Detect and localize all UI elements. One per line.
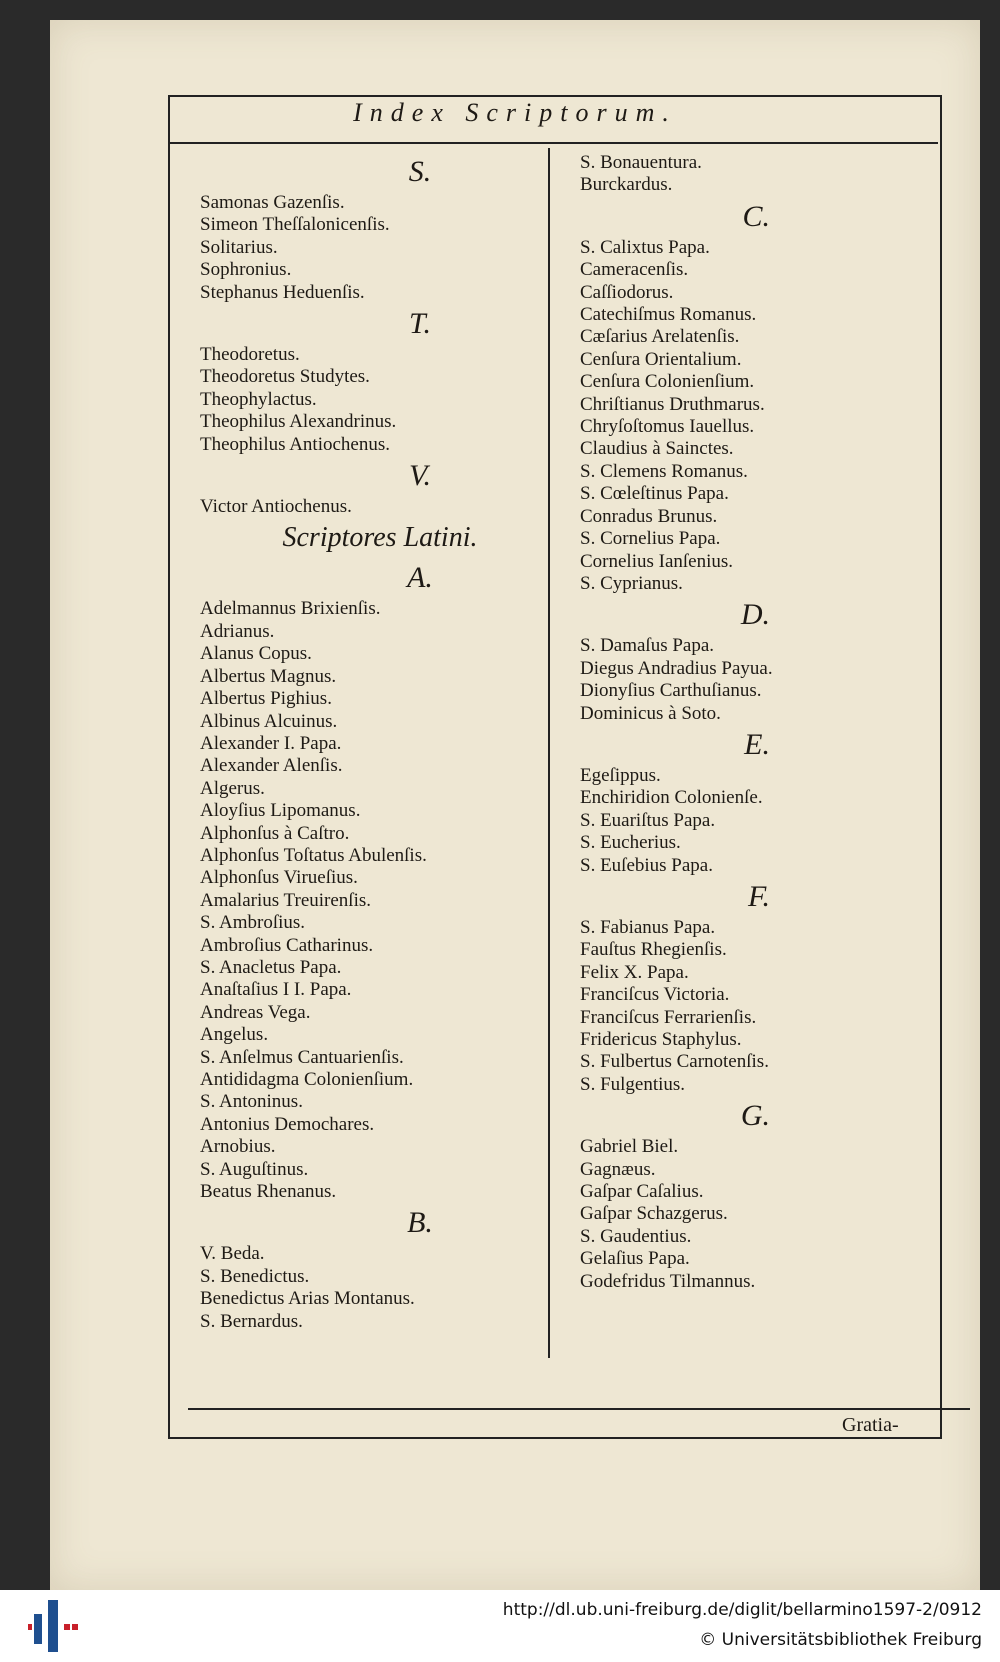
index-letter-heading: D. bbox=[740, 598, 770, 632]
index-entry: Beatus Rhenanus. bbox=[200, 1181, 337, 1203]
index-entry: Chryſoſtomus Iauellus. bbox=[580, 416, 755, 438]
index-entry: V. Beda. bbox=[200, 1243, 265, 1265]
index-entry: Victor Antiochenus. bbox=[200, 496, 352, 518]
index-entry: Samonas Gazenſis. bbox=[200, 192, 345, 213]
footer-url[interactable]: http://dl.ub.uni-freiburg.de/diglit/bellarmino1597-2/0912 bbox=[502, 1600, 982, 1620]
index-entry: Adrianus. bbox=[200, 620, 275, 642]
index-entry: Diegus Andradius Payua. bbox=[580, 657, 773, 679]
index-entry: Andreas Vega. bbox=[200, 1001, 311, 1023]
index-entry: Caſſiodorus. bbox=[580, 281, 674, 303]
index-entry: S. Bonauentura. bbox=[580, 152, 702, 173]
index-entry: Ambroſius Catharinus. bbox=[200, 934, 374, 956]
index-letter-heading: G. bbox=[740, 1099, 770, 1133]
index-entry: Theodoretus. bbox=[200, 344, 300, 366]
index-entry: Egeſippus. bbox=[580, 764, 661, 786]
index-entry: Godefridus Tilmannus. bbox=[580, 1270, 756, 1292]
catchword: Gratia- bbox=[842, 1414, 899, 1436]
index-entry: S. Fabianus Papa. bbox=[580, 916, 716, 938]
index-entry: Algerus. bbox=[200, 777, 265, 799]
index-entry: Gagnæus. bbox=[580, 1158, 656, 1180]
index-letter-heading: A. bbox=[407, 561, 433, 595]
index-entry: Cenſura Orientalium. bbox=[580, 348, 742, 370]
right-column bbox=[560, 152, 930, 1293]
index-letter-heading: S. bbox=[408, 155, 432, 188]
index-entry: S. Fulbertus Carnotenſis. bbox=[580, 1051, 769, 1073]
index-entry: Alexander Alenſis. bbox=[200, 755, 343, 777]
index-entry: Antididagma Colonienſium. bbox=[200, 1069, 414, 1090]
index-entry: S. Eucherius. bbox=[580, 832, 681, 854]
index-letter-heading: F. bbox=[748, 879, 770, 913]
footer-copyright: © Universitätsbibliothek Freiburg bbox=[699, 1630, 982, 1650]
index-entry: S. Clemens Romanus. bbox=[580, 460, 748, 482]
index-entry: Albertus Magnus. bbox=[200, 665, 337, 687]
index-entry: Gabriel Biel. bbox=[580, 1136, 679, 1158]
column-divider bbox=[548, 148, 550, 1358]
index-entry: Theodoretus Studytes. bbox=[200, 366, 370, 388]
index-entry: Amalarius Treuirenſis. bbox=[200, 889, 371, 911]
index-entry: Theophylactus. bbox=[200, 388, 317, 410]
index-entry: S. Benedictus. bbox=[200, 1265, 310, 1287]
index-entry: Alphonſus Virueſius. bbox=[200, 867, 358, 889]
index-entry: S. Calixtus Papa. bbox=[580, 236, 710, 258]
index-entry: Alexander I. Papa. bbox=[200, 732, 342, 754]
section-heading: Scriptores Latini. bbox=[282, 522, 478, 554]
index-entry: S. Euſebius Papa. bbox=[580, 854, 713, 876]
index-entry: Claudius à Sainctes. bbox=[580, 438, 734, 460]
index-entry: S. Anſelmus Cantuarienſis. bbox=[200, 1046, 404, 1068]
index-entry: Theophilus Alexandrinus. bbox=[200, 411, 397, 433]
index-entry: S. Bernardus. bbox=[200, 1310, 303, 1332]
bottom-rule bbox=[188, 1408, 970, 1410]
index-entry: Catechiſmus Romanus. bbox=[580, 304, 757, 326]
book-page bbox=[50, 20, 980, 1590]
index-entry: S. Gaudentius. bbox=[580, 1225, 692, 1247]
index-entry: Stephanus Heduenſis. bbox=[200, 281, 365, 303]
index-entry: Fauſtus Rhegienſis. bbox=[580, 939, 727, 961]
index-entry: Franciſcus Victoria. bbox=[580, 984, 730, 1006]
index-entry: Fridericus Staphylus. bbox=[580, 1029, 742, 1050]
index-entry: S. Damaſus Papa. bbox=[580, 635, 715, 657]
index-letter-heading: C. bbox=[742, 199, 770, 233]
index-entry: Adelmannus Brixienſis. bbox=[200, 598, 381, 620]
index-entry: Angelus. bbox=[200, 1024, 269, 1046]
index-entry: Theophilus Antiochenus. bbox=[200, 433, 390, 455]
footer-bar bbox=[0, 1590, 1000, 1662]
index-entry: S. Anacletus Papa. bbox=[200, 956, 342, 978]
index-entry: Chriſtianus Druthmarus. bbox=[580, 393, 765, 415]
index-entry: S. Auguſtinus. bbox=[200, 1158, 309, 1180]
index-entry: Dominicus à Soto. bbox=[580, 702, 721, 724]
index-entry: Cameracenſis. bbox=[580, 259, 689, 281]
index-entry: Anaſtaſius I I. Papa. bbox=[200, 979, 352, 1001]
index-entry: Arnobius. bbox=[200, 1136, 276, 1158]
index-entry: Alphonſus à Caſtro. bbox=[200, 822, 350, 844]
left-column bbox=[180, 152, 540, 1333]
index-entry: Cæſarius Arelatenſis. bbox=[580, 326, 740, 348]
index-entry: Antonius Demochares. bbox=[200, 1113, 375, 1135]
index-entry: Sophronius. bbox=[200, 259, 292, 281]
index-entry: Gaſpar Schazgerus. bbox=[580, 1203, 728, 1225]
index-entry: Simeon Theſſalonicenſis. bbox=[200, 214, 390, 236]
index-letter-heading: B. bbox=[407, 1206, 433, 1240]
index-entry: Enchiridion Colonienſe. bbox=[580, 787, 763, 809]
index-entry: Solitarius. bbox=[200, 236, 278, 258]
index-entry: Cenſura Colonienſium. bbox=[580, 371, 755, 393]
index-entry: S. Euariſtus Papa. bbox=[580, 809, 716, 831]
index-letter-heading: T. bbox=[409, 307, 431, 341]
index-entry: S. Cyprianus. bbox=[580, 572, 683, 594]
index-entry: Benedictus Arias Montanus. bbox=[200, 1288, 415, 1310]
index-entry: S. Antoninus. bbox=[200, 1091, 303, 1113]
index-entry: Franciſcus Ferrarienſis. bbox=[580, 1006, 757, 1028]
index-entry: Albertus Pighius. bbox=[200, 688, 332, 710]
index-entry: Conradus Brunus. bbox=[580, 505, 718, 527]
index-entry: Albinus Alcuinus. bbox=[200, 710, 338, 732]
index-entry: Alphonſus Toſtatus Abulenſis. bbox=[200, 844, 427, 866]
index-entry: Burckardus. bbox=[580, 174, 673, 196]
index-entry: Cornelius Ianſenius. bbox=[580, 550, 734, 572]
index-entry: S. Fulgentius. bbox=[580, 1073, 686, 1095]
header-rule bbox=[168, 142, 938, 144]
library-logo-icon bbox=[28, 1600, 78, 1652]
index-entry: Gaſpar Caſalius. bbox=[580, 1181, 704, 1203]
index-entry: Aloyſius Lipomanus. bbox=[200, 800, 361, 822]
index-entry: S. Ambroſius. bbox=[200, 912, 306, 934]
index-letter-heading: V. bbox=[409, 459, 431, 493]
index-entry: Felix X. Papa. bbox=[580, 961, 689, 983]
page-header: Index Scriptorum. bbox=[353, 98, 677, 127]
index-entry: Alanus Copus. bbox=[200, 643, 312, 665]
index-entry: S. Cœleſtinus Papa. bbox=[580, 483, 729, 505]
index-letter-heading: E. bbox=[744, 727, 770, 761]
index-entry: S. Cornelius Papa. bbox=[580, 528, 721, 550]
index-entry: Dionyſius Carthuſianus. bbox=[580, 680, 762, 702]
index-entry: Gelaſius Papa. bbox=[580, 1248, 690, 1270]
